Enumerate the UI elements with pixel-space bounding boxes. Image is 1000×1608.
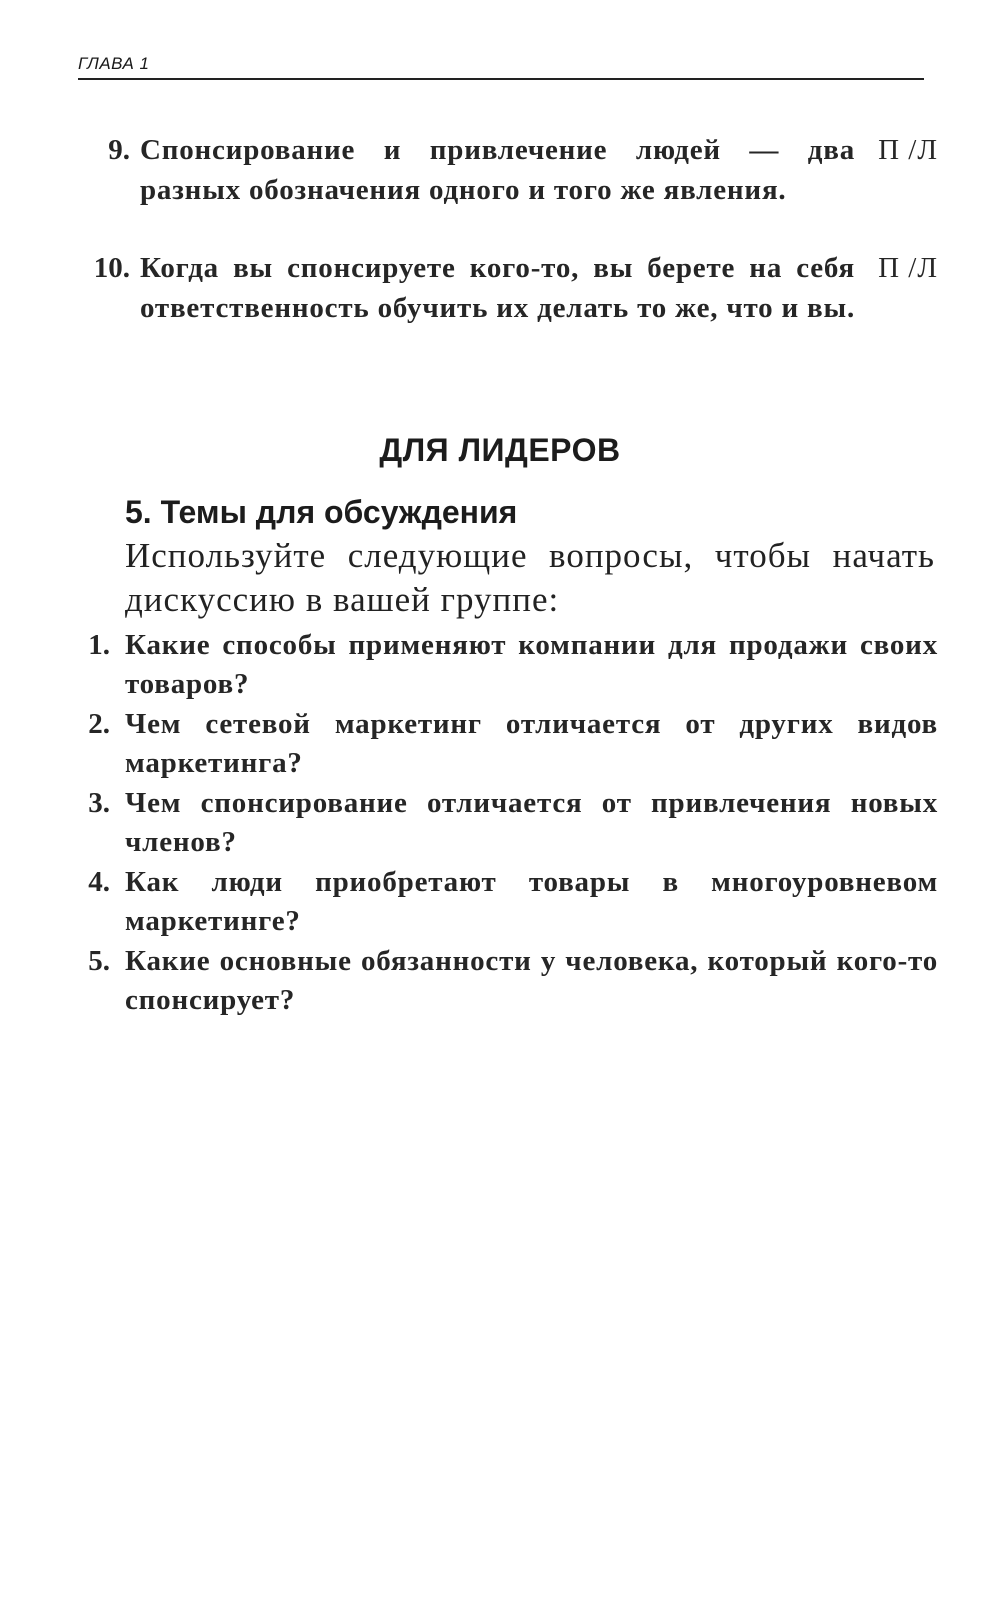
answer-choice: П /Л <box>878 134 938 166</box>
item-statement: Когда вы спонсируете кого-то, вы берете на себя ответственность обучить их делать то же, что и вы. <box>140 252 856 324</box>
question-text: Какие способы применяют компании для продажи своих товаров? <box>125 629 938 700</box>
chapter-label: ГЛАВА 1 <box>78 54 150 73</box>
item-number: 10. <box>93 252 130 284</box>
item-statement: Спонсирование и привлечение людей — два разных обозначения одного и того же явления. <box>140 134 855 206</box>
discussion-questions-list <box>78 626 938 1021</box>
question-text: Как люди приобретают товары в многоуровневом маркетинге? <box>125 866 938 937</box>
true-false-item <box>78 248 938 368</box>
question-number: 1. <box>88 629 110 661</box>
true-false-item <box>78 130 938 250</box>
question-number: 4. <box>88 866 110 898</box>
question-number: 5. <box>88 945 110 977</box>
list-item <box>78 863 938 941</box>
question-text: Чем спонсирование отличается от привлечения новых членов? <box>125 787 938 858</box>
list-item <box>78 626 938 704</box>
running-header <box>78 52 924 80</box>
subsection-title: 5. Темы для обсуждения <box>125 494 518 530</box>
question-number: 2. <box>88 708 110 740</box>
question-number: 3. <box>88 787 110 819</box>
list-item <box>78 705 938 783</box>
list-item <box>78 942 938 1020</box>
question-text: Чем сетевой маркетинг отличается от других видов маркетинга? <box>125 708 938 779</box>
section-title: ДЛЯ ЛИДЕРОВ <box>379 432 621 468</box>
item-number: 9. <box>108 134 130 166</box>
intro-paragraph: Используйте следующие вопросы, чтобы начать дискуссию в вашей группе: <box>125 536 935 619</box>
answer-choice: П /Л <box>878 252 938 284</box>
list-item <box>78 784 938 862</box>
question-text: Какие основные обязанности у человека, который кого-то спонсирует? <box>125 945 938 1016</box>
